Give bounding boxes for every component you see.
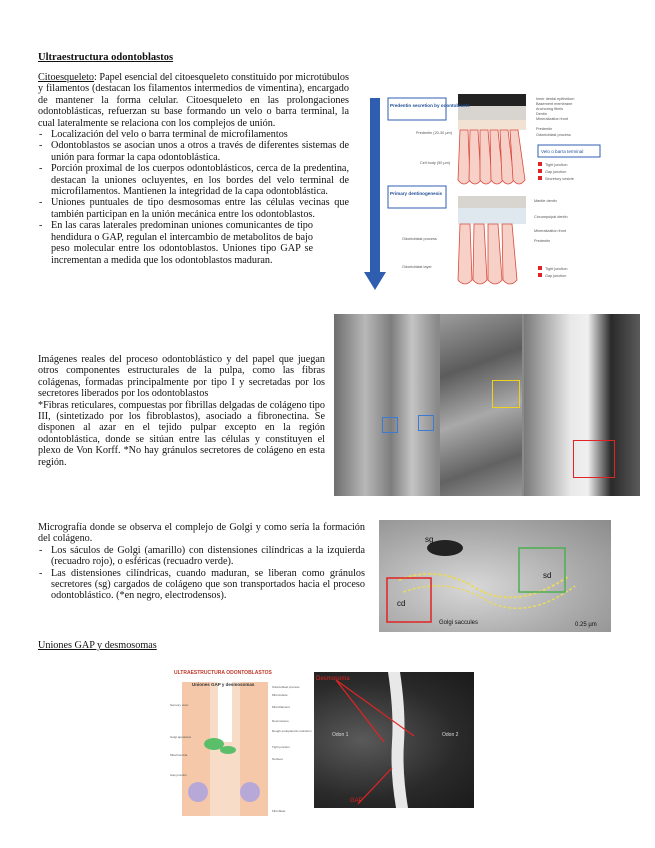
yellow-box (492, 380, 520, 408)
predentin-label: Predentin (20-30 µm) (416, 131, 452, 135)
golgi-list (38, 545, 365, 602)
desmosoma-micrograph (314, 672, 474, 808)
svg-text:Microfilament: Microfilament (272, 705, 290, 709)
scale-bar-label: 0.25 µm (575, 622, 597, 628)
legend-bottom-2: Gap junction (545, 274, 567, 278)
sg-label: sg (425, 535, 434, 544)
nucleus-left (188, 782, 208, 802)
red-box (573, 440, 615, 478)
predentin-secretion-label: Predentin secretion by odontoblasts (390, 103, 470, 108)
right-label-top-5: Mineralization front (536, 117, 569, 121)
legend-top-3: Secretory vesicle (545, 177, 574, 181)
right-label-top-2: Basement membrane (536, 102, 573, 106)
velo-label: Velo o barra terminal (541, 149, 584, 154)
primary-dentinogenesis-box (388, 186, 446, 208)
list-item: - Porción proximal de los cuerpos odontoblásticos, cerca de la predentina, destacan la uniones ocluyentes, en los bordes del velo terminal de microfilamentos. Mantienen la integridad de la capa odontoblástica. (38, 163, 349, 197)
gap-desmosoma-diagram (170, 666, 312, 816)
golgi-saccules-label: Golgi saccules (439, 620, 479, 626)
sd-label: sd (543, 571, 552, 580)
odontoblast-cells-top (458, 130, 525, 184)
red-recuadro (387, 578, 431, 622)
direction-arrow-head (364, 272, 386, 290)
dentin-layer-top (458, 106, 526, 120)
gap-pointer (358, 768, 392, 804)
fig4-title: ULTRAESTRUCTURA ODONTOBLASTOS (174, 670, 272, 676)
predentin-layer-top (458, 120, 526, 130)
gap-desmosoma-svg (170, 666, 312, 816)
odon2-label: Odon 2 (442, 732, 459, 738)
imagenes-paragraph-1: Imágenes reales del proceso odontoblástico y del papel que juegan otros componentes estructurales de la pulpa, como las fibras colágenas, formadas principalmente por tipo I y secretadas por los secretores liberados por los odontoblastos (38, 354, 325, 400)
predentin-secretion-box (388, 98, 446, 120)
citoesqueleto-text: : Papel esencial del citoesqueleto constituido por microtúbulos y filamentos (destacan los filamentos intermedios de vimentina), encargado de mantener la forma celular. Citoesqueleto en las prolongaciones odontoblásticas, refuerzan su base formando un velo o barra terminal, la cual lateralmente se relaciona con los complejos de unión. (38, 72, 349, 129)
svg-text:Nucleus: Nucleus (272, 757, 283, 761)
right-label-top-3: Anchoring fibrils (536, 107, 564, 111)
micrograph-triptych (334, 314, 640, 496)
citoesqueleto-heading: Citoesqueleto (38, 72, 95, 83)
right-label-bottom-1: Mantle dentin (534, 199, 557, 203)
golgi-section (38, 522, 365, 602)
list-item: - Los sáculos de Golgi (amarillo) con distensiones cilíndricas a la izquierda (recuadro rojo), o esféricas (recuadro verde). (38, 545, 365, 568)
golgi-intro: Micrografía donde se observa el complejo de Golgi y como sería la formación del colágeno. (38, 522, 365, 545)
cd-label: cd (397, 599, 406, 608)
legend-bottom-1: Tight junction (545, 267, 568, 271)
legend-top-1: Tight junction (545, 163, 568, 167)
right-label-bottom-4: Predentin (534, 239, 551, 243)
svg-text:Odontoblast process: Odontoblast process (272, 685, 300, 689)
svg-text:Mitochondria: Mitochondria (170, 753, 188, 757)
circumpulpal-dentin-layer (458, 208, 526, 224)
legend-top-swatches (538, 162, 542, 180)
desmosoma-label: Desmosoma (316, 676, 350, 682)
right-label-top-7: Odontoblast process (536, 133, 571, 137)
list-item: - Las distensiones cilíndricas, cuando maduran, se liberan como gránulos secretores (sg) cargados de colágeno que son transportados hacia el proceso odontoblástico. (*en negro, electrodensos). (38, 568, 365, 602)
odontoblast-diagram-svg (364, 92, 606, 292)
mantle-dentin-layer (458, 196, 526, 208)
gap-label: GAP (350, 798, 363, 804)
list-item: - Uniones puntuales de tipo desmosomas entre las células vecinas que también participan en la unión mecánica entre los odontoblastos. (38, 197, 349, 220)
svg-text:Desmosome: Desmosome (272, 719, 289, 723)
right-label-top-6: Predentin (536, 127, 553, 131)
micrograph-panel-1 (334, 314, 438, 496)
right-label-bottom-3: Mineralization front (534, 229, 567, 233)
fig4-subtitle: Uniones GAP y desmosomas (192, 682, 255, 687)
legend-bottom-swatches (538, 266, 542, 277)
legend-top-2: Gap junction (545, 170, 567, 174)
svg-text:Tight junction: Tight junction (272, 745, 290, 749)
svg-text:Rough endoplasmic reticulum: Rough endoplasmic reticulum (272, 729, 312, 733)
list-item: - En las caras laterales predominan uniones comunicantes de tipo hendidura o GAP, regulan el intercambio de metabolitos de bajo peso molecular entre los odontoblastos. Uniones tipo GAP se incrementan a medida que los odontoblastos maduran. (38, 220, 313, 266)
nucleus-right (240, 782, 260, 802)
golgi-overlay-svg (379, 520, 611, 632)
blue-box-2 (418, 415, 434, 431)
gap-heading: Uniones GAP y desmosomas (38, 640, 157, 651)
citoesqueleto-section (38, 72, 349, 266)
svg-text:Microtubule: Microtubule (272, 693, 288, 697)
svg-text:Gap junction: Gap junction (170, 773, 187, 777)
svg-text:Sensory axon: Sensory axon (170, 703, 189, 707)
page-title: Ultraestructura odontoblastos (38, 52, 174, 63)
citoesqueleto-intro (38, 72, 349, 129)
right-label-top-4: Dentin (536, 112, 547, 116)
right-label-bottom-2: Circumpulpal dentin (534, 215, 568, 219)
intercellular-space (388, 672, 408, 808)
cell-body-label: Cell body (50 µm) (420, 161, 451, 165)
golgi-micrograph (379, 520, 611, 632)
odontoblast-cells-bottom (458, 224, 517, 284)
odontoblast-diagram (364, 92, 606, 292)
green-recuadro (519, 548, 565, 592)
desmosoma-overlay-svg (314, 672, 474, 808)
imagenes-section (38, 354, 325, 468)
svg-text:Golgi apparatus: Golgi apparatus (170, 735, 192, 739)
svg-text:Fibroblast: Fibroblast (272, 809, 286, 813)
list-item: - Odontoblastos se asocian unos a otros a través de diferentes sistemas de unión para formar la capa odontoblástica. (38, 140, 349, 163)
list-item: - Localización del velo o barra terminal de microfilamentos (38, 129, 349, 140)
odontoblast-layer-label: Odontoblast layer (402, 265, 432, 269)
direction-arrow-shaft (370, 98, 380, 278)
citoesqueleto-list (38, 129, 349, 266)
odon1-label: Odon 1 (332, 732, 349, 738)
odontoblast-process-label: Odontoblast process (402, 237, 437, 241)
right-label-top-1: Inner dental epithelium (536, 97, 575, 101)
imagenes-paragraph-2: *Fibras reticulares, compuestas por fibrillas delgadas de colágeno tipo III, (sintetizado por los fibroblastos), asociado a fibronectina. Se disponen al azar en el tejido pulpar excepto en la región odontoblástica, donde se sitúan entre las células y constituyen el plexo de Von Korff. *No hay gránulos secretores de colágeno en esta región. (38, 399, 325, 468)
primary-dentinogenesis-label: Primary dentinogenesis (390, 191, 443, 196)
blue-box-1 (382, 417, 398, 433)
